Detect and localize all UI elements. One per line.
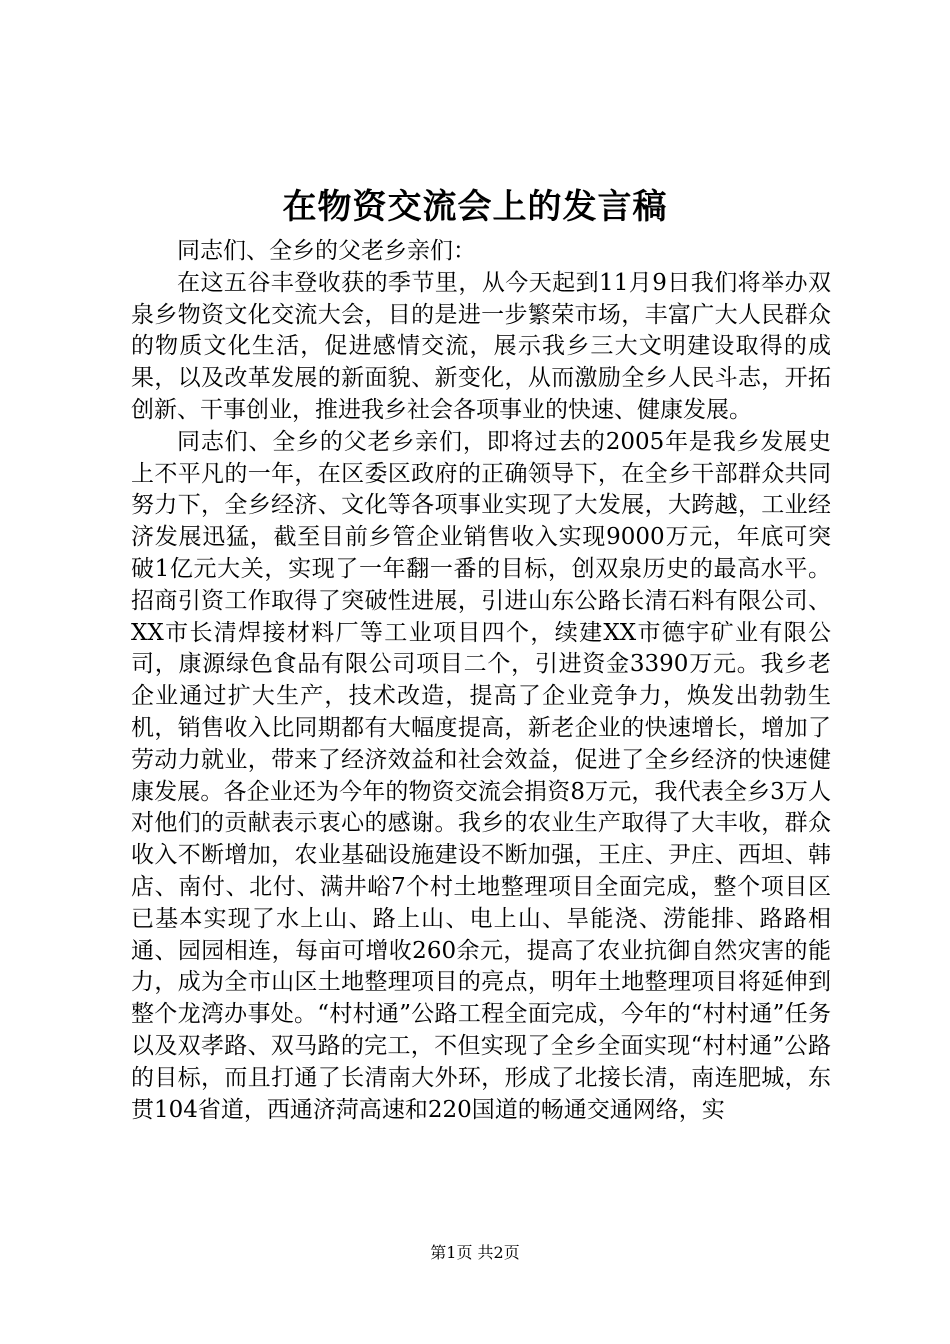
paragraph-2: 同志们、全乡的父老乡亲们，即将过去的2005年是我乡发展史上不平凡的一年，在区委区政府的正确领导下，在全乡干部群众共同努力下，全乡经济、文化等各项事业实现了大发展，大跨越，工业经济发展迅猛，截至目前乡管企业销售收入实现9000万元，年底可突破1亿元大关，实现了一年翻一番的目标，创双泉历史的最高水平。招商引资工作取得了突破性进展，引进山东公路长清石料有限公司、XX市长清焊接材料厂等工业项目四个，续建XX市德宇矿业有限公司，康源绿色食品有限公司项目二个，引进资金3390万元。我乡老企业通过扩大生产，技术改造，提高了企业竞争力，焕发出勃勃生机，销售收入比同期都有大幅度提高，新老企业的快速增长，增加了劳动力就业，带来了经济效益和社会效益，促进了全乡经济的快速健康发展。各企业还为今年的物资交流会捐资8万元，我代表全乡3万人对他们的贡献表示衷心的感谢。我乡的农业生产取得了大丰收，群众收入不断增加，农业基础设施建设不断加强，王庄、尹庄、西坦、韩店、南付、北付、满井峪7个村土地整理项目全面完成，整个项目区已基本实现了水上山、路上山、电上山、旱能浇、涝能排、路路相通、园园相连，每亩可增收260余元，提高了农业抗御自然灾害的能力，成为全市山区土地整理项目的亮点，明年土地整理项目将延伸到整个龙湾办事处。“村村通”公路工程全面完成，今年的“村村通”任务以及双孝路、双马路的完工，不但实现了全乡全面实现“村村通”公路的目标，而且打通了长清南大外环，形成了北接长清，南连肥城，东贯104省道，西通济菏高速和220国道的畅通交通网络，实 xyxy=(131,428,831,1123)
document-body xyxy=(131,236,831,1126)
paragraph-1: 在这五谷丰登收获的季节里，从今天起到11月9日我们将举办双泉乡物资文化交流大会，目的是进一步繁荣市场，丰富广大人民群众的物质文化生活，促进感情交流，展示我乡三大文明建设取得的成果，以及改革发展的新面貌、新变化，从而激励全乡人民斗志，开拓创新、干事创业，推进我乡社会各项事业的快速、健康发展。 xyxy=(131,269,831,423)
greeting-line: 同志们、全乡的父老乡亲们： xyxy=(177,238,476,264)
page-number-footer: 第1页 共2页 xyxy=(430,1243,520,1262)
document-title: 在物资交流会上的发言稿 xyxy=(282,187,668,227)
